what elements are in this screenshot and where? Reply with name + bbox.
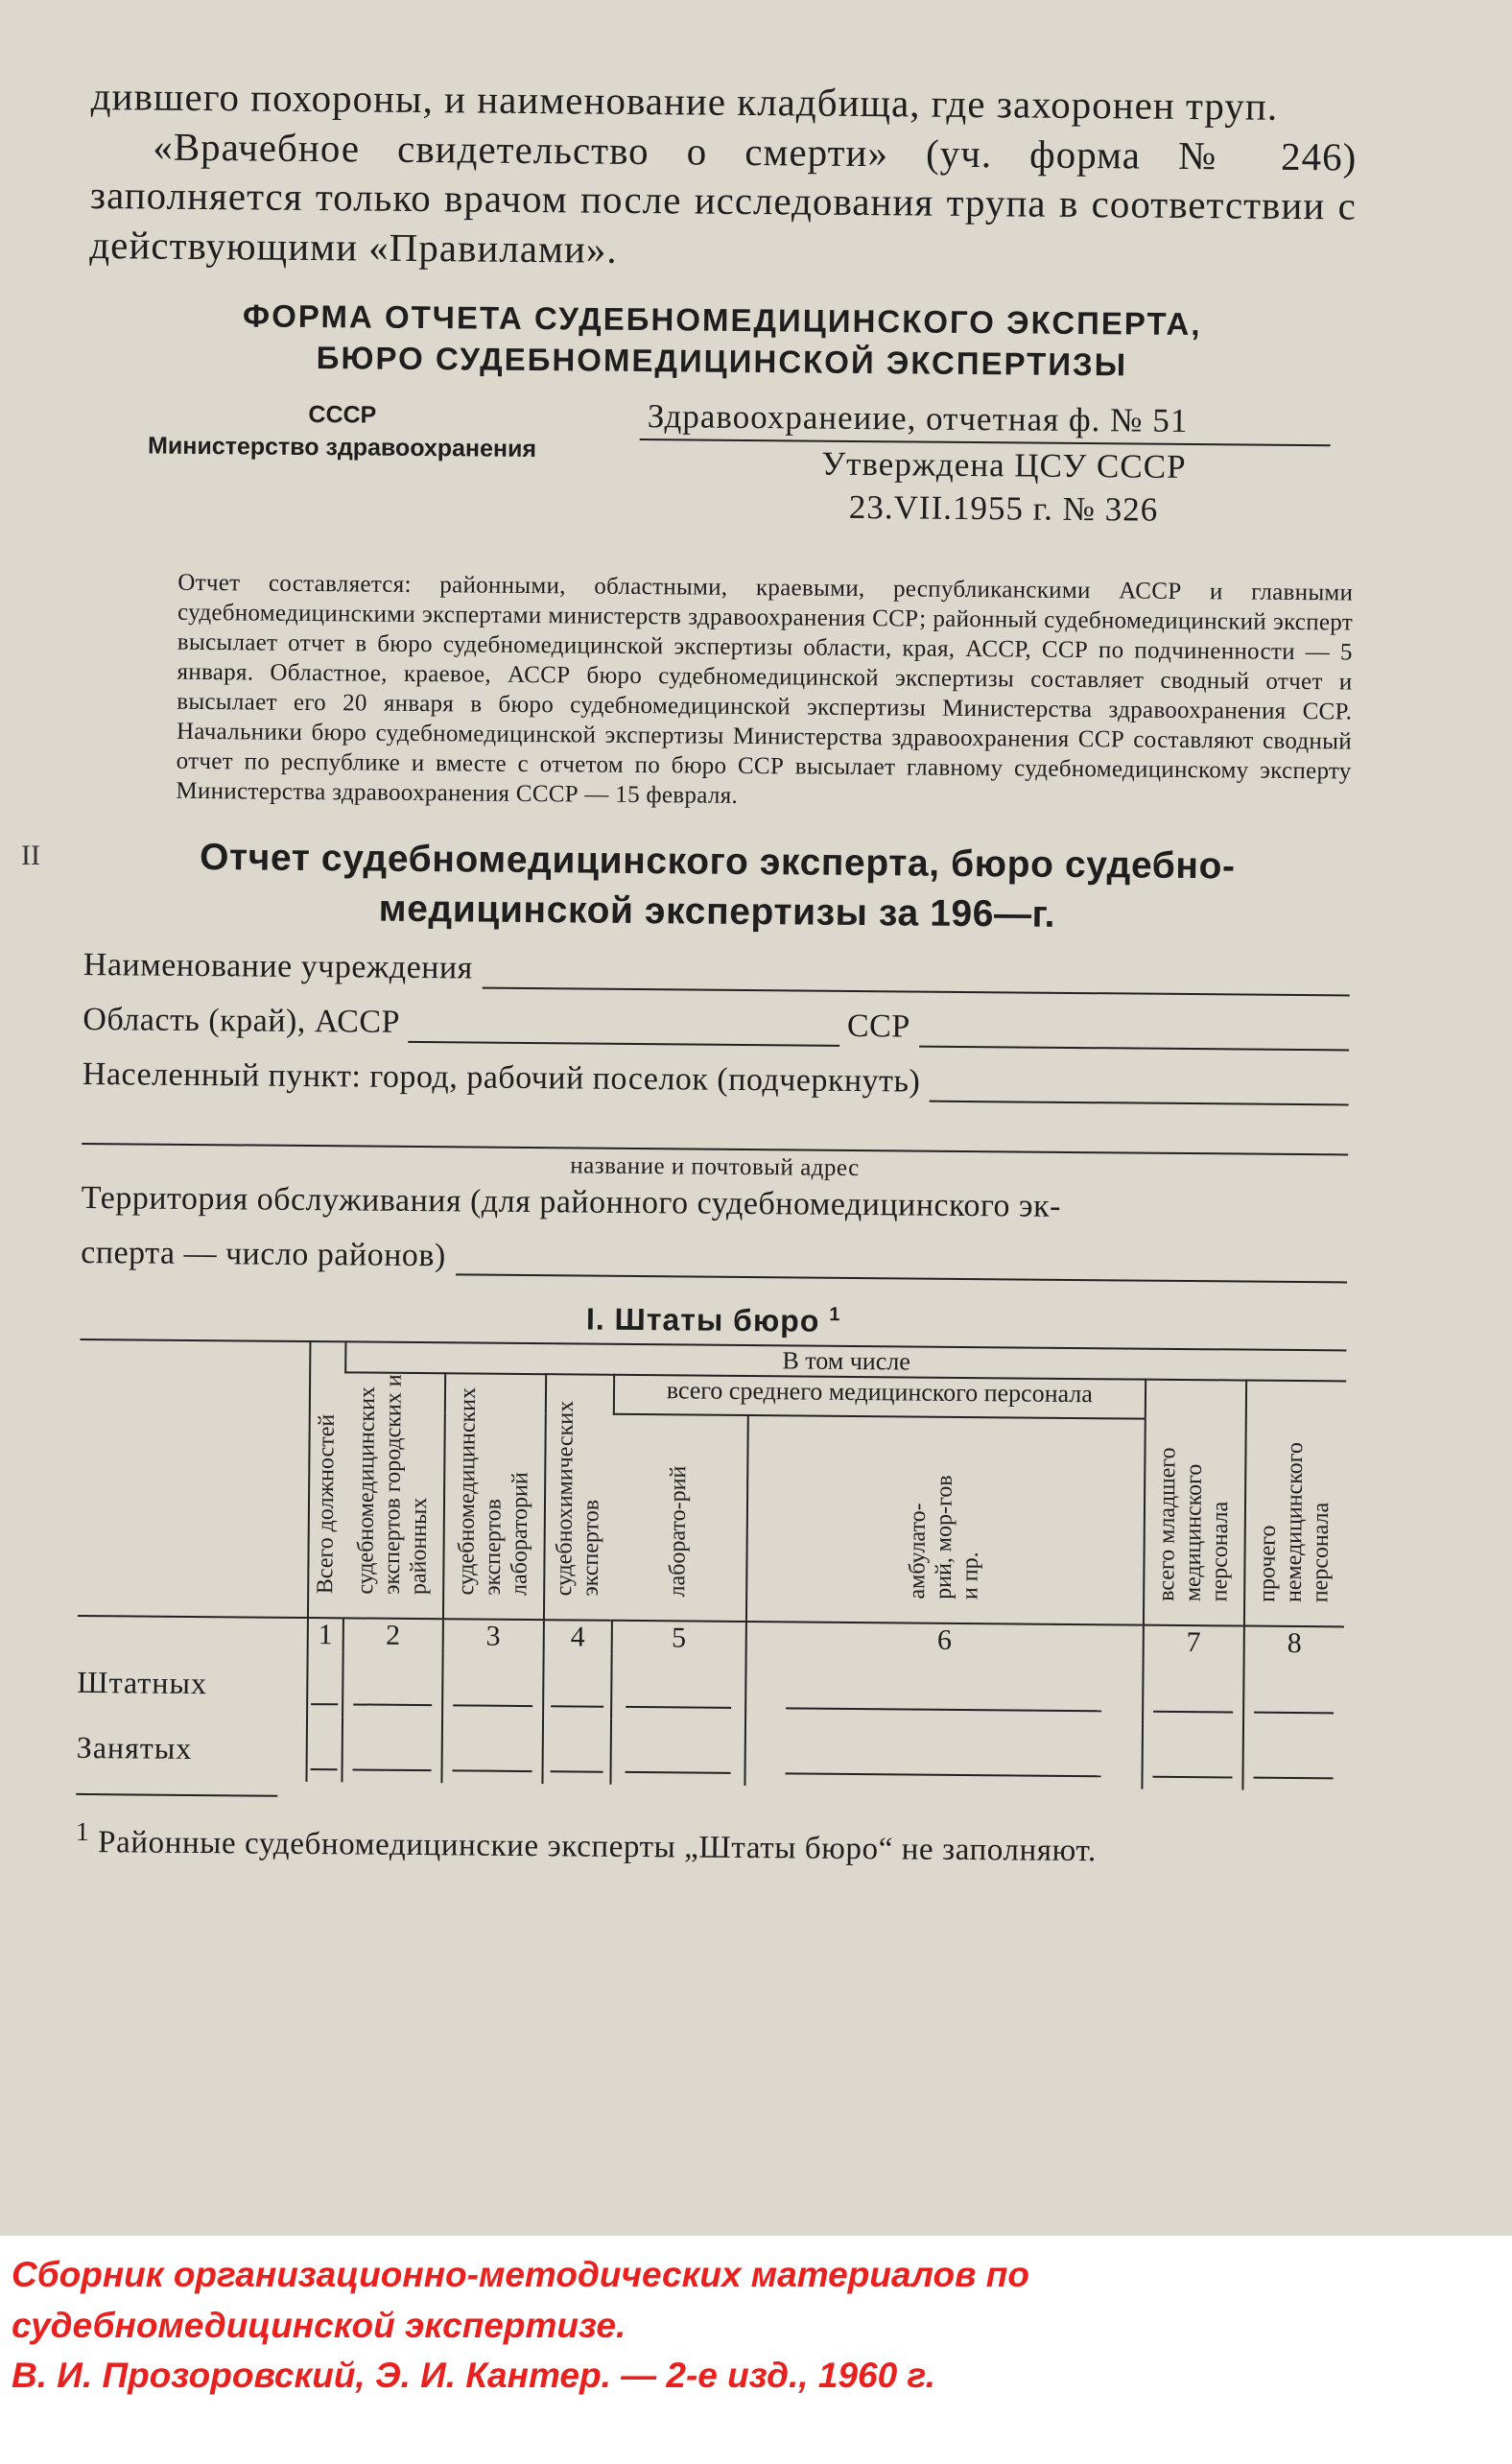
row-label-staff: Штатных (77, 1664, 208, 1700)
territory-blank (456, 1245, 1348, 1284)
cell-staff-1 (307, 1651, 343, 1717)
cell-line (551, 1703, 603, 1707)
address-blank-line (82, 1104, 1348, 1156)
ssr-label: ССР (846, 1008, 910, 1045)
source-caption-line-2: судебномедицинской экспертизе. (12, 2305, 626, 2345)
institution-field (83, 946, 1350, 996)
cell-line (1153, 1774, 1233, 1779)
table-row-staff (77, 1649, 1344, 1726)
header-col-7 (1144, 1380, 1246, 1626)
col-number-5: 5 (612, 1621, 746, 1655)
form-header-block (86, 390, 1355, 579)
cell-occupied-8 (1242, 1725, 1343, 1791)
cell-occupied-4 (542, 1718, 611, 1785)
source-caption (12, 2250, 1499, 2402)
territory-field-line-2 (81, 1233, 1347, 1283)
col-number-6: 6 (745, 1622, 1143, 1659)
ussr-label: СССР (308, 401, 377, 430)
cell-staff-5 (611, 1654, 745, 1720)
cell-occupied-1 (306, 1717, 342, 1782)
ssr-blank (920, 1017, 1350, 1052)
header-col-8 (1244, 1381, 1346, 1627)
cell-staff-4 (543, 1653, 612, 1719)
number-row-label (78, 1616, 308, 1651)
cell-line (785, 1771, 1101, 1778)
col-number-4: 4 (544, 1620, 612, 1654)
cell-line (626, 1704, 731, 1709)
report-title-line-1: Отчет судебномедицинского эксперта, бюро судебно- (199, 837, 1236, 888)
source-caption-line-3: В. И. Прозоровский, Э. И. Кантер. — 2-е изд., 1960 г. (12, 2356, 935, 2396)
cell-line (625, 1769, 730, 1774)
footnote-rule (76, 1793, 277, 1797)
cell-line (453, 1703, 532, 1708)
cell-line (786, 1706, 1102, 1713)
territory-label-1: Территория обслуживания (для районного судебномедицинского эк- (81, 1179, 1062, 1224)
cell-staff-8 (1243, 1660, 1344, 1726)
col-number-3: 3 (442, 1619, 544, 1653)
intro-paragraph-2 (89, 122, 1357, 281)
approved-line-1: Утверждена ЦСУ СССР (821, 444, 1187, 486)
row-label-occupied: Занятых (76, 1729, 193, 1765)
cell-occupied-6 (744, 1720, 1143, 1789)
table-row-occupied (76, 1715, 1343, 1791)
form-heading-line-2: БЮРО СУДЕБНОМЕДИЦИНСКОЙ ЭКСПЕРТИЗЫ (316, 339, 1128, 382)
header-col-4 (544, 1374, 614, 1621)
header-col-5-text: лаборато-рий (665, 1465, 692, 1598)
col-number-7: 7 (1143, 1625, 1244, 1660)
cell-staff-6 (745, 1655, 1144, 1724)
cell-staff-2 (343, 1652, 443, 1718)
institution-label: Наименование учреждения (83, 947, 473, 986)
form-number-block (639, 394, 1331, 533)
header-including: В том числе (345, 1343, 1346, 1382)
staff-table (76, 1340, 1346, 1790)
intro-paragraph-2-text: «Врачебное свидетельство о смерти» (уч. форма № 246) заполняется только врачом после исследования трупа в соответствии с действующими «Правилами». (89, 124, 1358, 272)
footnote (76, 1814, 1342, 1874)
header-col-3 (443, 1373, 546, 1620)
instructions-text: Отчет составляется: районными, областными, краевыми, республиканскими АССР и главными судебномедицинскими экспертами министерств здравоохранения ССР; районный судебномедицинский эксперт высылает отчет в бюро судебномедицинской экспертизы области, края, АССР, ССР по подчиненности — 5 января. Областное, краевое, АССР бюро судебномедицинской экспертизы составляет сводный отчет и высылает его 20 января в бюро судебномедицинской экспертизы Министерства здравоохранения ССР. Начальники бюро судебномедицинской экспертизы Министерства здравоохранения ССР составляют сводный отчет по республике и вместе с отчетом по бюро ССР высылает главному судебномедицинскому эксперту Министерства здравоохранения СССР — 15 февраля. (176, 570, 1354, 810)
cell-line (453, 1768, 532, 1773)
form-heading-line-1: ФОРМА ОТЧЕТА СУДЕБНОМЕДИЦИНСКОГО ЭКСПЕРТА, (242, 297, 1202, 342)
cell-line (1254, 1710, 1333, 1715)
header-total-text: Всего должностей (312, 1413, 340, 1595)
region-blank (408, 1012, 839, 1047)
table-corner (78, 1340, 310, 1618)
section-footnote-ref: 1 (829, 1304, 841, 1326)
ministry-block (87, 397, 597, 466)
report-title (83, 832, 1351, 941)
cell-line (312, 1701, 339, 1705)
cell-line (311, 1766, 338, 1770)
territory-label-2: сперта — число районов) (81, 1234, 446, 1273)
cell-occupied-3 (441, 1718, 543, 1784)
col-number-8: 8 (1244, 1626, 1344, 1661)
col-number-1: 1 (308, 1618, 343, 1651)
region-field (83, 1001, 1349, 1051)
cell-staff-3 (442, 1652, 544, 1718)
form-number: Здравоохранеиие, отчетная ф. № 51 (640, 394, 1331, 446)
margin-mark: II (21, 840, 40, 871)
cell-line (1254, 1775, 1333, 1780)
header-mid-group: всего среднего медицинского персонала (614, 1375, 1146, 1419)
footnote-mark: 1 (75, 1816, 90, 1847)
address-caption: название и почтовый адрес (570, 1152, 860, 1181)
page-content (76, 72, 1358, 1875)
cell-line (353, 1702, 432, 1707)
footnote-text: Районные судебномедицинские эксперты „Штаты бюро“ не заполняют. (97, 1825, 1097, 1869)
cell-line (352, 1767, 431, 1772)
report-title-line-2: медицинской экспертизы за 196—г. (378, 888, 1056, 936)
header-col-5 (612, 1414, 748, 1622)
header-total (308, 1342, 345, 1618)
header-col-8-text: прочего немедицинского персонала (1255, 1442, 1335, 1603)
intro-paragraph-1: дившего похороны, и наименование кладбища, где захоронен труп. (90, 73, 1279, 129)
approved-line-2: 23.VII.1955 г. № 326 (848, 488, 1159, 530)
settlement-field (83, 1055, 1349, 1105)
cell-staff-7 (1143, 1659, 1244, 1725)
section-title-text: I. Штаты бюро (585, 1301, 820, 1339)
header-col-7-text: всего младшего медицинского персонала (1154, 1447, 1234, 1602)
source-caption-line-1: Сборник организационно-методических материалов по (12, 2255, 1029, 2294)
form-heading (88, 295, 1356, 388)
col-number-2: 2 (343, 1619, 442, 1653)
cell-line (550, 1768, 602, 1772)
cell-occupied-7 (1142, 1724, 1243, 1790)
cell-line (1153, 1709, 1233, 1714)
cell-occupied-5 (610, 1719, 744, 1786)
region-label: Область (край), АССР (83, 1002, 401, 1040)
header-col-6-text: амбулато-рий, мор-гов и пр. (905, 1475, 984, 1600)
header-col-3-text: судебномедицинских экспертов лабораторий (454, 1387, 533, 1597)
settlement-blank (930, 1071, 1349, 1105)
header-col-2-text: судебномедицинских экспертов городских и районных (353, 1374, 433, 1596)
header-col-2 (343, 1373, 445, 1620)
cell-occupied-2 (342, 1718, 442, 1784)
header-col-4-text: судебнохимических экспертов (552, 1400, 604, 1597)
institution-blank (483, 959, 1350, 997)
territory-field-line-1 (82, 1179, 1348, 1229)
header-col-6 (746, 1415, 1146, 1624)
settlement-label: Населенный пункт: город, рабочий поселок (подчеркнуть) (82, 1055, 921, 1100)
ministry-label: Министерство здравоохранения (147, 432, 537, 463)
